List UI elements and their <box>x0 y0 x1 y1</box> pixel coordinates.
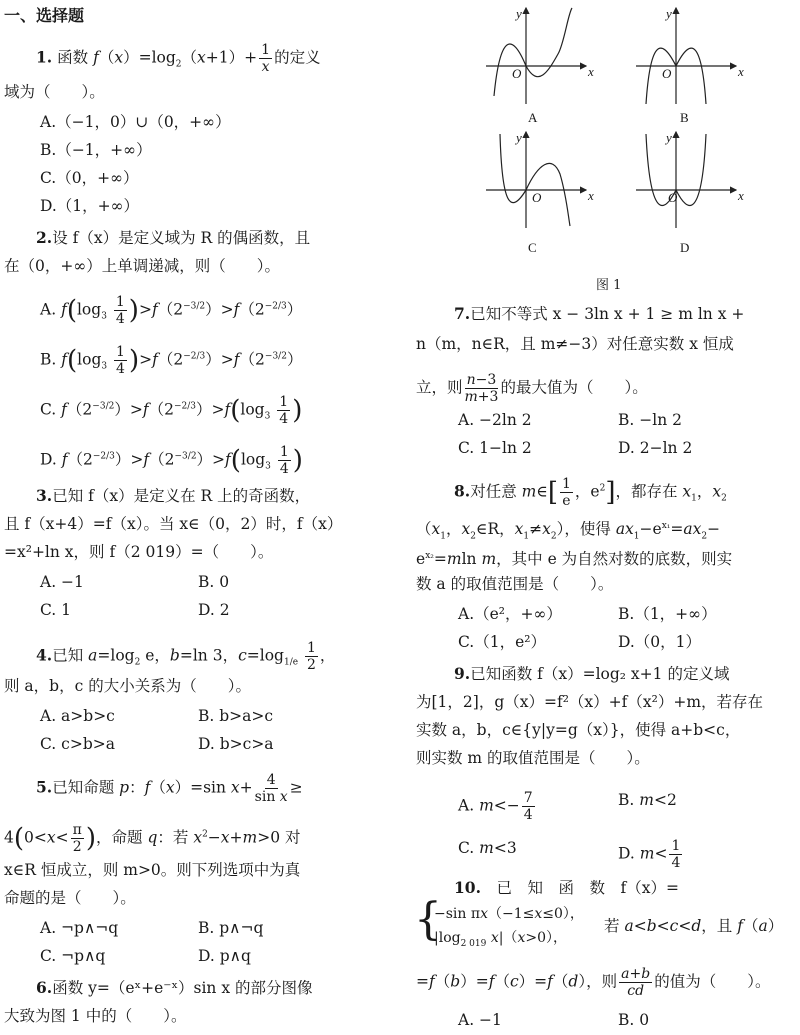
option-b: B. b>a>c <box>198 707 274 725</box>
axis-label-y: y <box>516 130 522 145</box>
option-c: C. m<3 <box>458 839 517 857</box>
graph-label-b: B <box>680 110 689 125</box>
option-a: A. $f(\log_3$ $\frac{1}{4}$ )$>f(2^{-3/2})>f(2^{-2/3})$ <box>40 294 303 327</box>
axis-label-x: x <box>588 64 594 79</box>
question-1-stem: 1. 函数 $f(x)=\log_2(x+1)+$ $\frac{1}{x}$ 的定义 <box>36 42 321 75</box>
graph-label-d: D <box>680 240 690 255</box>
question-1-cont: 域为（ ）。 <box>4 83 105 101</box>
option-b: B. $f(\log_3$ $\frac{1}{4}$ )$>f(2^{-2/3})>f(2^{-3/2})$ <box>40 344 303 377</box>
question-4-line1: 4.已知 $a=\log_2$ e，b=ln 3，$c=\log_{1/e}$ $\frac{1}{2}$ ， <box>36 640 336 673</box>
option-a: A. −2ln 2 <box>458 411 532 429</box>
question-3-line2: 且 f（x+4）=f（x）。当 x∈（0，2）时，f（x） <box>4 515 343 533</box>
axis-label-x: x <box>738 188 744 203</box>
axis-label-x: x <box>738 64 744 79</box>
question-3-line1: 3.已知 f（x）是定义在 R 上的奇函数， <box>36 486 311 505</box>
origin-label: O <box>668 190 678 205</box>
question-8-line4: 数 a 的取值范围是（ ）。 <box>416 575 614 593</box>
graph-label-c: C <box>528 240 537 255</box>
option-a: A.（e²，+∞） <box>458 605 562 623</box>
question-3-line3: =x²+ln x，则 f（2 019）=（ ）。 <box>4 543 274 561</box>
option-b: B.（−1，+∞） <box>40 141 152 159</box>
graph-label-a: A <box>528 110 538 125</box>
question-8-line1: 8.对任意 m∈[ $\frac{1}{e}$ ，$e^2$]，都存在 $x_1$，$x_2$ <box>454 476 727 509</box>
option-b: B. −ln 2 <box>618 411 682 429</box>
option-c: C. c>b>a <box>40 735 115 753</box>
question-6-line1: 6.函数 y=（eˣ+e⁻ˣ）sin x 的部分图像 <box>36 978 313 997</box>
question-7-line1: 7.已知不等式 x − 3ln x + 1 ≥ m ln x + <box>454 304 745 323</box>
question-5-line3: x∈R 恒成立，则 m>0。则下列选项中为真 <box>4 861 301 879</box>
section-title: 一、选择题 <box>4 6 85 25</box>
option-d: D. 2−ln 2 <box>618 439 693 457</box>
option-d: D. 2 <box>198 601 230 619</box>
option-a: A. ¬p∧¬q <box>40 919 119 937</box>
option-c: C.（0，+∞） <box>40 169 139 187</box>
piecewise-case-1: −sin πx（−1≤x≤0）， <box>434 906 584 922</box>
option-c: C. 1−ln 2 <box>458 439 532 457</box>
option-a: A. −1 <box>40 573 84 591</box>
question-6-line2: 大致为图 1 中的（ ）。 <box>4 1007 187 1025</box>
axis-label-y: y <box>516 6 522 21</box>
option-b: B. p∧¬q <box>198 919 264 937</box>
question-9-line3: 实数 a，b，c∈{y|y=g（x）}，使得 a+b<c， <box>416 721 741 739</box>
question-2-line1: 2.设 f（x）是定义域为 R 的偶函数，且 <box>36 228 311 247</box>
question-9-line2: 为[1，2]，g（x）=f²（x）+f（x²）+m，若存在 <box>416 693 764 711</box>
figure-caption: 图 1 <box>596 278 622 293</box>
option-c: C. 1 <box>40 601 72 619</box>
question-9-line1: 9.已知函数 f（x）=log₂ x+1 的定义域 <box>454 664 730 683</box>
option-b: B. m<2 <box>618 791 677 809</box>
option-d: D. $f(2^{-2/3})>f(2^{-3/2})>f(\log_3$ $\frac{1}{4}$ ) <box>40 444 303 477</box>
option-a: A. −1 <box>458 1011 502 1029</box>
question-4-line2: 则 a，b，c 的大小关系为（ ）。 <box>4 677 251 695</box>
option-b: B. 0 <box>618 1011 650 1029</box>
question-10-line3: =f（b）=f（c）=f（d），则 $\frac{a+b}{cd}$ 的值为（ ）。 <box>416 966 771 999</box>
question-8-line3: $e^{x_2}=mln$ m，其中 e 为自然对数的底数，则实 <box>416 550 733 569</box>
option-c: C.（1，e²） <box>458 633 546 651</box>
option-c: C. $f(2^{-3/2})>f(2^{-2/3})>f(\log_3$ $\frac{1}{4}$ ) <box>40 394 303 427</box>
option-d: D.（0，1） <box>618 633 702 651</box>
piecewise-case-2: $|\log_{2 019}$ x|（x>0）， <box>434 930 567 949</box>
origin-label: O <box>512 66 522 81</box>
axis-label-y: y <box>666 6 672 21</box>
axis-label-x: x <box>588 188 594 203</box>
option-a: A. a>b>c <box>40 707 115 725</box>
option-c: C. ¬p∧q <box>40 947 106 965</box>
origin-label: O <box>662 66 672 81</box>
question-10-line1: 10. 已 知 函 数 f（x）= <box>454 878 679 897</box>
question-7-line2: n（m，n∈R，且 m≠−3）对任意实数 x 恒成 <box>416 335 734 353</box>
question-7-line3: 立，则 $\frac{n-3}{m+3}$ 的最大值为（ ）。 <box>416 372 648 405</box>
option-d: D. b>c>a <box>198 735 274 753</box>
question-10-cond: 若 a<b<c<d，且 f（a） <box>604 917 784 935</box>
question-5-line4: 命题的是（ ）。 <box>4 889 136 907</box>
option-d: D. p∧q <box>198 947 251 965</box>
option-d: D. m< $\frac{1}{4}$ <box>618 838 681 871</box>
question-5-line2: 4(0<x< $\frac{\pi}{2}$ )，命题 q：若 $x^2-x+m>0$ 对 <box>4 822 301 855</box>
question-5-line1: 5.已知命题 p：f（x）=sin x+ $\frac{4}{\text{sin x}}$ ≥ <box>36 772 303 805</box>
question-8-line2: （$x_1$，$x_2\in R$，$x_1\ne x_2$），使得 $ax_1-e^{x_1}=ax_2-$ <box>416 520 721 542</box>
question-2-line2: 在（0，+∞）上单调递减，则（ ）。 <box>4 257 281 275</box>
question-9-line4: 则实数 m 的取值范围是（ ）。 <box>416 749 650 767</box>
piecewise-brace: { <box>414 894 442 945</box>
option-d: D.（1，+∞） <box>40 197 140 215</box>
origin-label: O <box>532 190 542 205</box>
option-a: A.（−1，0）∪（0，+∞） <box>40 113 231 131</box>
axis-label-y: y <box>666 130 672 145</box>
figure-1-graphs <box>486 4 786 274</box>
option-a: A. m<− $\frac{7}{4}$ <box>458 790 533 823</box>
option-b: B. 0 <box>198 573 230 591</box>
option-b: B.（1，+∞） <box>618 605 717 623</box>
